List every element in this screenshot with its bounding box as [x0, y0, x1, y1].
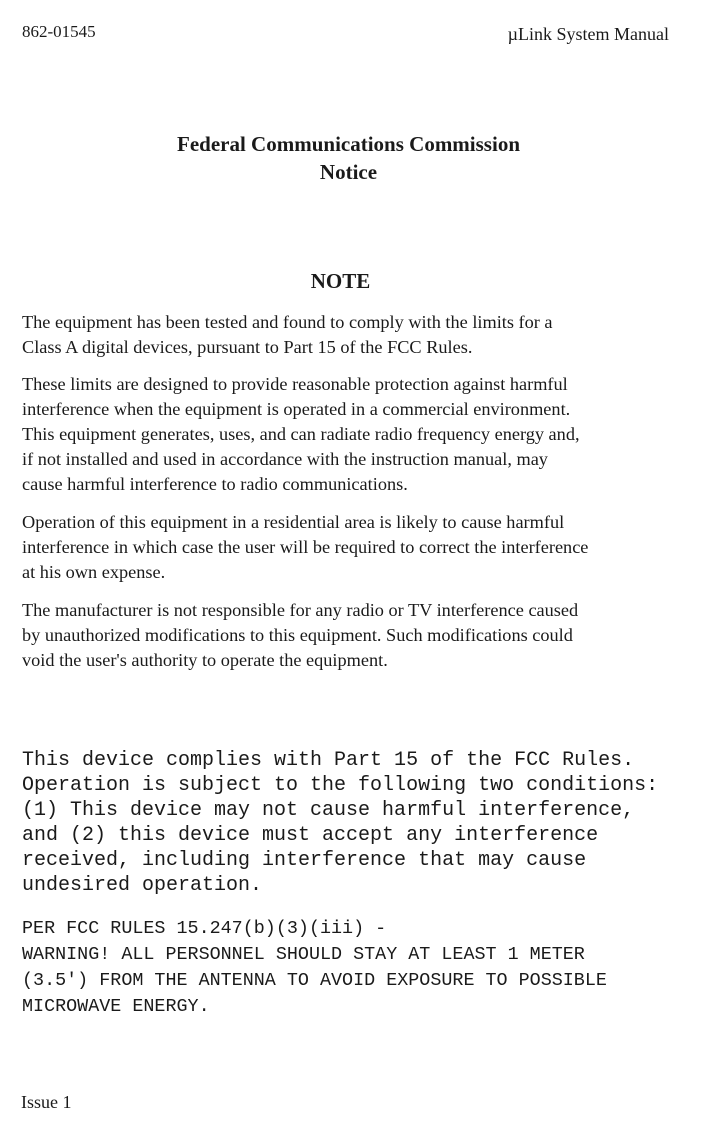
paragraph-compliance-limits: [22, 310, 692, 360]
text-line: at his own expense.: [22, 562, 166, 582]
title-line-2: Notice: [319, 160, 378, 184]
text-line: undesired operation.: [22, 874, 263, 897]
paragraph-residential-operation: [22, 510, 692, 585]
text-line: These limits are designed to provide reasonable protection against harmful: [22, 374, 568, 394]
compliance-statement: [22, 748, 702, 898]
text-line: interference in which case the user will be required to correct the interference: [22, 537, 589, 557]
text-line: interference when the equipment is operated in a commercial environment.: [22, 399, 571, 419]
title-line-1: Federal Communications Commission: [177, 132, 520, 156]
text-line: The equipment has been tested and found to comply with the limits for a: [22, 312, 553, 332]
text-line: MICROWAVE ENERGY.: [22, 996, 210, 1017]
text-line: This equipment generates, uses, and can radiate radio frequency energy and,: [22, 424, 580, 444]
text-line: PER FCC RULES 15.247(b)(3)(iii) -: [22, 918, 387, 939]
text-line: and (2) this device must accept any interference: [22, 824, 599, 847]
text-line: Class A digital devices, pursuant to Part 15 of the FCC Rules.: [22, 337, 473, 357]
text-line: (3.5') FROM THE ANTENNA TO AVOID EXPOSURE TO POSSIBLE: [22, 970, 607, 991]
note-heading: NOTE: [310, 269, 371, 293]
microwave-warning: [22, 916, 702, 1020]
paragraph-manufacturer-disclaimer: [22, 598, 692, 673]
text-line: by unauthorized modifications to this equipment. Such modifications could: [22, 625, 573, 645]
document-number: 862-01545: [22, 22, 96, 41]
text-line: Operation is subject to the following two conditions:: [22, 774, 659, 797]
text-line: (1) This device may not cause harmful interference,: [22, 799, 635, 822]
text-line: if not installed and used in accordance with the instruction manual, may: [22, 449, 548, 469]
text-line: Operation of this equipment in a residential area is likely to cause harmful: [22, 512, 565, 532]
text-line: cause harmful interference to radio communications.: [22, 474, 408, 494]
text-line: The manufacturer is not responsible for any radio or TV interference caused: [22, 600, 579, 620]
manual-title: µLink System Manual: [507, 24, 669, 44]
issue-number: Issue 1: [21, 1092, 72, 1112]
text-line: This device complies with Part 15 of the FCC Rules.: [22, 749, 635, 772]
paragraph-interference-protection: [22, 372, 692, 497]
page-title: [0, 130, 713, 186]
text-line: void the user's authority to operate the equipment.: [22, 650, 388, 670]
text-line: WARNING! ALL PERSONNEL SHOULD STAY AT LEAST 1 METER: [22, 944, 585, 965]
text-line: received, including interference that may cause: [22, 849, 587, 872]
